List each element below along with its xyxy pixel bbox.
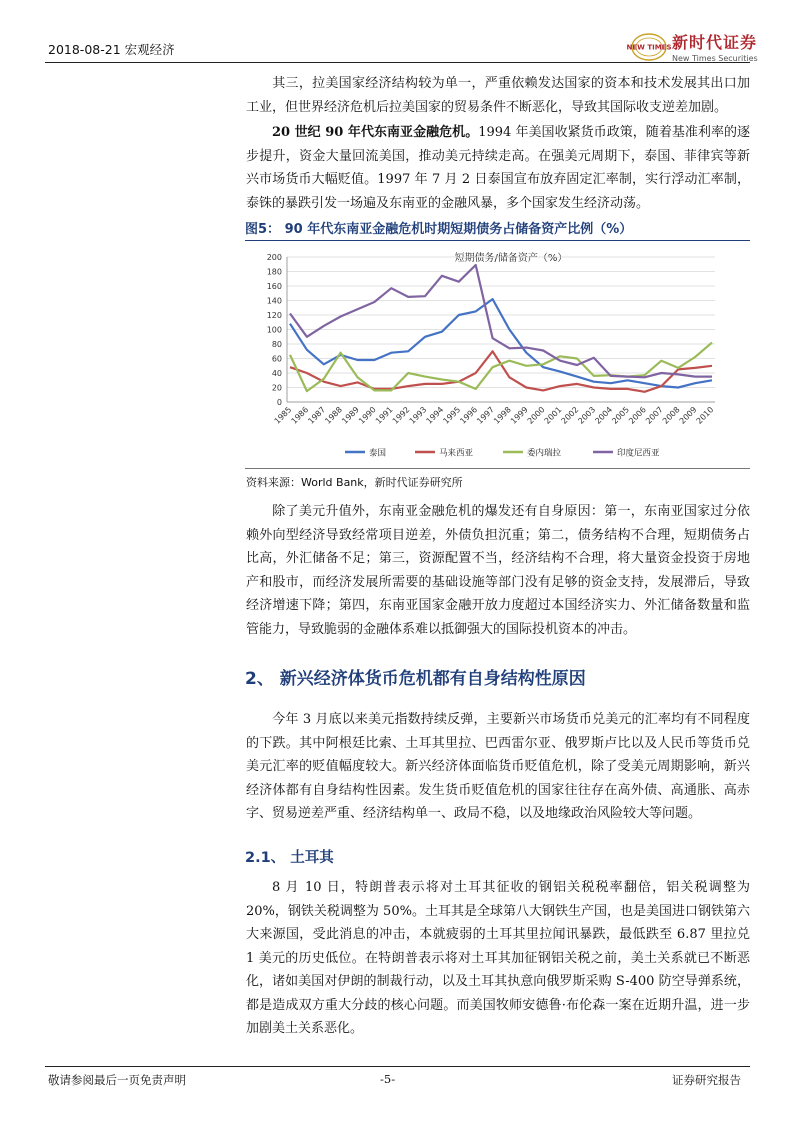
- x-tick-label: 1990: [357, 405, 378, 426]
- paragraph-text: 除了美元升值外，东南亚金融危机的爆发还有自身原因：第一，东南亚国家过分依赖外向型经济导致经常项目逆差，外债负担沉重；第二，债务结构不合理，短期债务占比高，外汇储备不足；第三，资源配置不当，经济结构不合理，将大量资金投资于房地产和股市，而经济发展所需要的基础设施等部门没有足够的资金支持，发展滞后，导致经济增速下降；第四，东南亚国家金融开放力度超过本国经济实力、外汇储备数量和监管能力，导致脆弱的金融体系难以抵御强大的国际投机资本的冲击。: [246, 504, 750, 637]
- paragraph-text: 今年 3 月底以来美元指数持续反弹，主要新兴市场货币兑美元的汇率均有不同程度的下跌。其中阿根廷比索、土耳其里拉、巴西雷尔亚、俄罗斯卢比以及人民币等货币兑美元汇率的贬值幅度较大。新兴经济体面临货币贬值危机，除了受美元周期影响，新兴经济体都有自身结构性因素。发生货币贬值危机的国家往往存在高外债、高通胀、高赤字、贸易逆差严重、经济结构单一、政局不稳，以及地缘政治风险较大等问题。: [246, 712, 750, 821]
- x-tick-label: 2005: [610, 405, 632, 426]
- logo-en-text: New Times Securities: [672, 54, 758, 63]
- legend-label: 委内瑞拉: [527, 448, 562, 459]
- section-heading: 2、 新兴经济体货币危机都有自身结构性原因: [245, 669, 586, 689]
- x-tick-label: 1989: [340, 405, 361, 426]
- logo-badge-text: NEW TIMES: [626, 43, 672, 51]
- x-tick-label: 1987: [306, 405, 328, 426]
- header-date-category: 2018-08-21 宏观经济: [48, 42, 175, 57]
- y-tick-label: 20: [271, 383, 282, 393]
- series-line-4: [290, 265, 712, 377]
- logo-badge-icon: [626, 32, 672, 62]
- paragraph-text: 其三，拉美国家经济结构较为单一，严重依赖发达国家的资本和技术发展其出口加工业，但世界经济危机后拉美国家的贸易条件不断恶化，导致其国际收支逆差加剧。: [246, 76, 750, 115]
- legend-label: 印度尼西亚: [617, 448, 660, 459]
- figure-top-rule: [245, 240, 750, 241]
- footer-disclaimer: 敬请参阅最后一页免责声明: [48, 1073, 186, 1087]
- x-tick-label: 1985: [272, 405, 294, 426]
- footer-report-type: 证券研究报告: [672, 1073, 741, 1087]
- y-tick-label: 100: [266, 325, 282, 335]
- x-tick-label: 1992: [390, 405, 412, 426]
- paragraph-text: 1994 年美国收紧货币政策，随着基准利率的逐步提升，资金大量回流美国，推动美元持续走高。在强美元周期下，泰国、菲律宾等新兴市场货币大幅贬值。1997 年 7 月 2 日泰国宣布放弃固定汇率制，实行浮动汇率制，泰铢的暴跌引发一场遍及东南亚的金融风暴，多个国家发生经济动荡。: [246, 125, 751, 211]
- x-tick-label: 1988: [323, 405, 345, 426]
- chart-title: 短期债务/储备资产（%）: [454, 253, 568, 264]
- page-number: -5-: [380, 1072, 396, 1086]
- logo-cn-text: 新时代证券: [672, 33, 758, 52]
- footer-divider: [45, 1066, 750, 1067]
- paragraph-latin-america: [246, 72, 750, 119]
- x-tick-label: 1998: [492, 405, 513, 426]
- line-chart: [245, 242, 750, 466]
- y-tick-label: 80: [271, 340, 282, 349]
- paragraph-emerging-markets: [246, 708, 750, 826]
- x-tick-label: 1996: [458, 405, 480, 426]
- y-tick-label: 40: [271, 369, 282, 378]
- figure-title: 图5： 90 年代东南亚金融危机时期短期债务占储备资产比例（%）: [245, 222, 633, 237]
- legend-label: 马来西亚: [439, 448, 474, 459]
- x-tick-label: 2000: [525, 405, 547, 426]
- x-tick-label: 2007: [644, 405, 665, 426]
- x-tick-label: 2001: [542, 405, 564, 426]
- x-tick-label: 2010: [694, 405, 716, 426]
- x-tick-label: 1999: [508, 405, 530, 426]
- y-tick-label: 160: [266, 282, 282, 291]
- y-tick-label: 60: [271, 354, 282, 364]
- subsection-heading: 2.1、 土耳其: [245, 850, 334, 866]
- x-tick-label: 1991: [373, 405, 395, 426]
- company-logo: [626, 30, 758, 63]
- paragraph-text: 8 月 10 日，特朗普表示将对土耳其征收的钢铝关税税率翻倍，铝关税调整为 20%，钢铁关税调整为 50%。土耳其是全球第八大钢铁生产国，也是美国进口钢铁第六大来源国，受此消息的冲击，本就疲弱的土耳其里拉闻讯暴跌，最低跌至 6.87 里拉兑 1 美元的历史低位。在特朗普表示将对土耳其加征钢铝关税之前，美土关系就已不断恶化，诸如美国对伊朗的制裁行动，以及土耳其执意向俄罗斯采购 S-400 防空导弹系统，都是造成双方重大分歧的核心问题。而美国牧师安德鲁·布伦森一案在近期升温，进一步加剧美土关系恶化。: [246, 880, 750, 1036]
- x-tick-label: 2008: [660, 405, 682, 426]
- y-tick-label: 140: [266, 296, 282, 306]
- paragraph-turkey: [246, 876, 750, 1041]
- x-tick-label: 1995: [441, 405, 463, 426]
- x-tick-label: 2004: [593, 405, 615, 426]
- legend-label: 泰国: [369, 448, 387, 459]
- x-tick-label: 2009: [677, 405, 699, 426]
- paragraph-bold-lead: 20 世纪 90 年代东南亚金融危机。: [272, 125, 479, 140]
- figure-source: 资料来源：World Bank，新时代证券研究所: [246, 476, 463, 489]
- y-tick-label: 180: [266, 267, 282, 277]
- y-tick-label: 120: [266, 311, 282, 320]
- x-tick-label: 1986: [289, 405, 311, 426]
- paragraph-asian-crisis: [246, 121, 750, 215]
- y-tick-label: 0: [276, 398, 282, 407]
- x-tick-label: 2002: [559, 405, 581, 426]
- x-tick-label: 1993: [407, 405, 429, 426]
- x-tick-label: 1994: [424, 405, 446, 426]
- x-tick-label: 2006: [627, 405, 648, 426]
- x-tick-label: 1997: [475, 405, 496, 426]
- y-tick-label: 200: [266, 253, 282, 262]
- header-divider: [45, 62, 750, 63]
- paragraph-asian-causes: [246, 500, 750, 641]
- figure-bottom-rule: [245, 468, 750, 469]
- x-tick-label: 2003: [576, 405, 598, 426]
